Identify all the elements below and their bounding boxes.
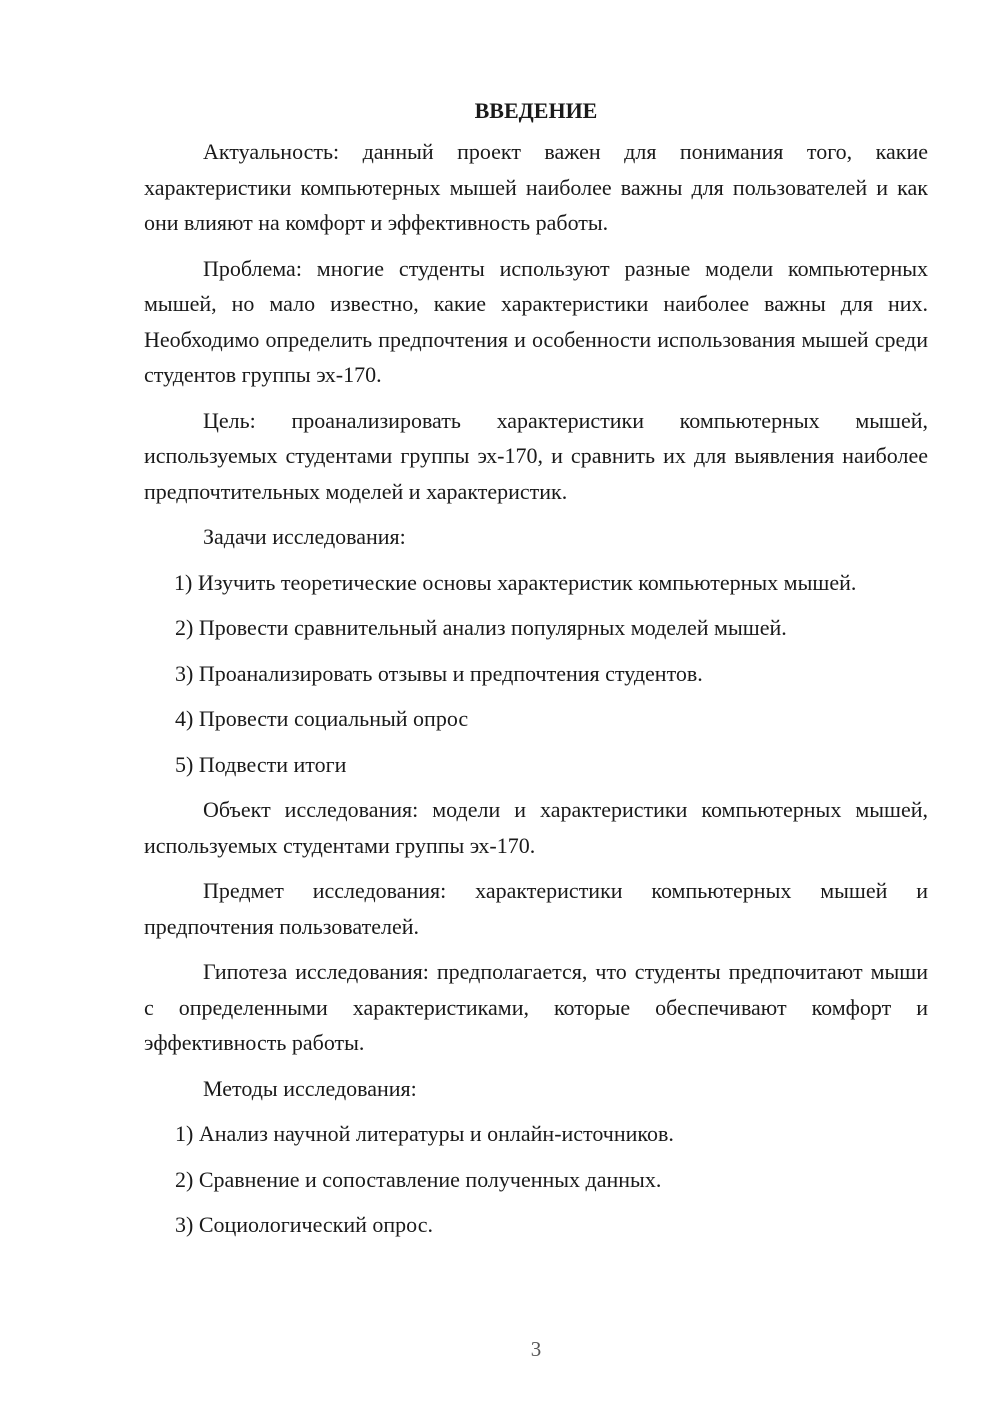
hypothesis-paragraph: Гипотеза исследования: предполагается, что студенты предпочитают мыши с определенными характеристиками, которые обеспечивают комфорт и эффективность работы. (144, 959, 928, 1055)
method-item: 2) Сравнение и сопоставление полученных данных. (175, 1166, 662, 1192)
task-item: 5) Подвести итоги (175, 751, 347, 777)
task-item: 2) Провести сравнительный анализ популярных моделей мышей. (175, 615, 787, 640)
problem-paragraph: Проблема: многие студенты используют разные модели компьютерных мышей, но мало известно, какие характеристики наиболее важны для них. Необходимо определить предпочтения и особенности использования мышей среди студентов группы эх-170. (144, 255, 928, 387)
subject-paragraph: Предмет исследования: характеристики компьютерных мышей и предпочтения пользователей. (144, 878, 928, 939)
task-item: 3) Проанализировать отзывы и предпочтения студентов. (175, 660, 703, 686)
method-item: 3) Социологический опрос. (175, 1212, 433, 1237)
page-title: ВВЕДЕНИЕ (474, 98, 598, 123)
task-item: 1) Изучить теоретические основы характеристик компьютерных мышей. (174, 569, 857, 595)
relevance-paragraph: Актуальность: данный проект важен для понимания того, какие характеристики компьютерных мышей наиболее важны для пользователей и как они влияют на комфорт и эффективность работы. (144, 139, 928, 235)
task-item: 4) Провести социальный опрос (175, 706, 469, 731)
method-item: 1) Анализ научной литературы и онлайн-источников. (175, 1121, 674, 1146)
goal-paragraph: Цель: проанализировать характеристики компьютерных мышей, используемых студентами группы эх-170, и сравнить их для выявления наиболее предпочтительных моделей и характеристик. (144, 407, 928, 504)
methods-heading: Методы исследования: (203, 1075, 417, 1101)
object-paragraph: Объект исследования: модели и характеристики компьютерных мышей, используемых студентами группы эх-170. (144, 797, 928, 858)
page-number: 3 (530, 1337, 542, 1361)
tasks-heading: Задачи исследования: (203, 524, 406, 549)
page-content (144, 93, 928, 1253)
